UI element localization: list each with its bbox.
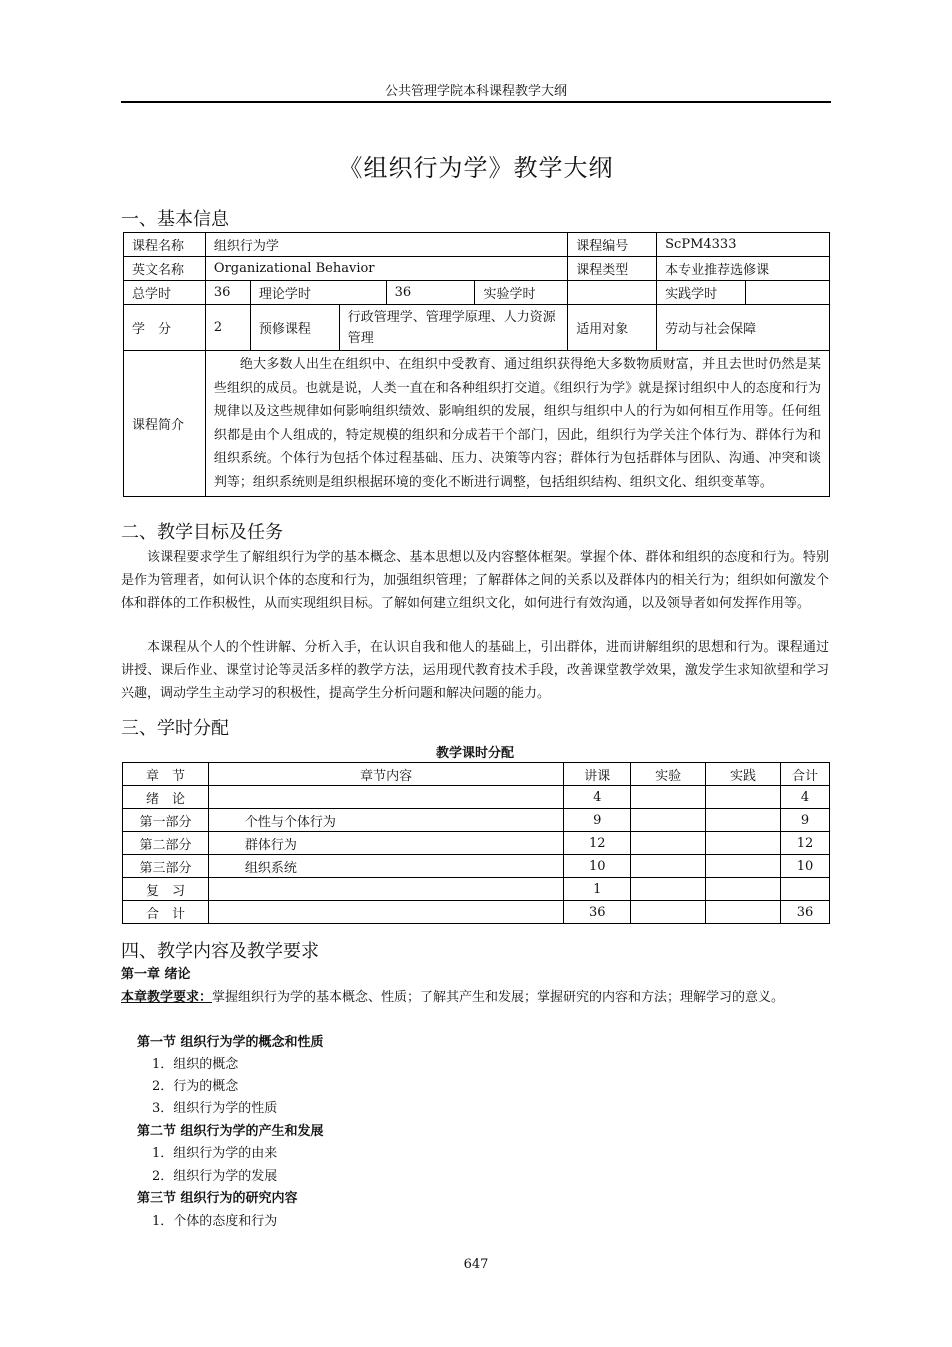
cell-practice [706,786,781,809]
cell-lab [631,878,706,901]
cell-content: 个性与个体行为 [208,809,563,832]
table-row [123,901,830,924]
cell-lecture: 10 [564,855,631,878]
list-item: 1．组织行为学的由来 [152,1146,278,1161]
cell-lab [631,855,706,878]
objectives-paragraph-1: 该课程要求学生了解组织行为学的基本概念、基本思想以及内容整体框架。掌握个体、群体和组织的态度和行为。特别是作为管理者，如何认识个体的态度和行为，加强组织管理；了解群体之间的关系以及群体内的相关行为；组织如何激发个体和群体的工作积极性，从而实现组织目标。了解如何建立组织文化，如何进行有效沟通，以及领导者如何发挥作用等。 [121,550,829,611]
cell-lab [631,809,706,832]
cell-content: 群体行为 [208,832,563,855]
info-row-course-name [124,233,830,257]
label-audience: 适用对象 [568,305,657,351]
label-english-name: 英文名称 [124,257,206,281]
info-row-english-name [124,257,830,281]
list-item: 3．组织行为学的性质 [152,1101,278,1116]
table-row [123,809,830,832]
label-course-name: 课程名称 [124,233,206,257]
cell-chapter: 第二部分 [123,832,209,855]
label-summary: 课程简介 [124,351,206,497]
label-practice-hours: 实践学时 [657,281,746,305]
cell-lab [631,901,706,924]
label-course-type: 课程类型 [568,257,657,281]
objectives-paragraph-2: 本课程从个人的个性讲解、分析入手，在认识自我和他人的基础上，引出群体，进而讲解组织的思想和行为。课程通过讲授、课后作业、课堂讨论等灵活多样的教学方法，运用现代教育技术手段，改善课堂教学效果，激发学生求知欲望和学习兴趣，调动学生主动学习的积极性，提高学生分析问题和解决问题的能力。 [121,640,829,701]
cell-lecture: 9 [564,809,631,832]
list-item: 1．个体的态度和行为 [152,1214,278,1229]
cell-practice [706,901,781,924]
cell-chapter: 第一部分 [123,809,209,832]
info-row-credits [124,305,830,351]
cell-chapter: 复 习 [123,878,209,901]
info-row-hours [124,281,830,305]
value-theory-hours: 36 [386,281,475,305]
cell-total: 12 [781,832,830,855]
chapter-1-title: 第一章 绪论 [121,967,191,982]
cell-lecture: 36 [564,901,631,924]
value-lab-hours [568,281,657,305]
section-1-title: 第一节 组织行为学的概念和性质 [137,1035,324,1050]
page-number: 647 [463,1257,489,1272]
value-course-type: 本专业推荐选修课 [657,257,830,281]
header-lecture: 讲课 [564,763,631,786]
section-heading-hours: 三、学时分配 [121,718,229,739]
header-chapter: 章 节 [123,763,209,786]
cell-lecture: 4 [564,786,631,809]
value-course-code: ScPM4333 [657,233,830,257]
basic-info-table [123,232,830,497]
cell-total: 9 [781,809,830,832]
value-credits: 2 [205,305,250,351]
table-row [123,832,830,855]
cell-content [208,901,563,924]
hours-table-header [123,763,830,786]
value-course-name: 组织行为学 [205,233,567,257]
header-rule [121,101,831,103]
list-item: 2．行为的概念 [152,1079,239,1094]
list-item: 2．组织行为学的发展 [152,1169,278,1184]
label-theory-hours: 理论学时 [250,281,386,305]
cell-total: 36 [781,901,830,924]
header-lab: 实验 [631,763,706,786]
running-header: 公共管理学院本科课程教学大纲 [384,84,567,99]
header-total: 合计 [781,763,830,786]
info-row-summary [124,351,830,497]
value-prerequisites: 行政管理学、管理学原理、人力资源管理 [339,305,568,351]
section-heading-content: 四、教学内容及教学要求 [121,941,319,962]
section-heading-objectives: 二、教学目标及任务 [121,522,283,543]
section-2-title: 第二节 组织行为学的产生和发展 [137,1124,324,1139]
label-credits: 学 分 [124,305,206,351]
requirements-label: 本章教学要求： [121,990,213,1005]
header-content: 章节内容 [208,763,563,786]
cell-lab [631,786,706,809]
value-summary: 绝大多数人出生在组织中、在组织中受教育、通过组织获得绝大多数物质财富，并且去世时仍然是某些组织的成员。也就是说，人类一直在和各种组织打交道。《组织行为学》就是探讨组织中人的态度和行为规律以及这些规律如何影响组织绩效、影响组织的发展，组织与组织中人的行为如何相互作用等。任何组织都是由个人组成的，特定规模的组织和分成若干个部门，因此，组织行为学关注个体行为、群体行为和组织系统。个体行为包括个体过程基础、压力、决策等内容；群体行为包括群体与团队、沟通、冲突和谈判等；组织系统则是组织根据环境的变化不断进行调整，包括组织结构、组织文化、组织变革等。 [205,351,829,497]
cell-practice [706,832,781,855]
cell-lab [631,832,706,855]
value-english-name: Organizational Behavior [205,257,567,281]
table-row [123,878,830,901]
cell-total: 10 [781,855,830,878]
label-total-hours: 总学时 [124,281,206,305]
cell-lecture: 1 [564,878,631,901]
cell-practice [706,855,781,878]
chapter-1-requirements [121,987,829,1009]
cell-chapter: 第三部分 [123,855,209,878]
cell-lecture: 12 [564,832,631,855]
hours-table-caption: 教学课时分配 [435,746,514,761]
value-practice-hours [746,281,830,305]
hours-table [122,762,830,924]
cell-practice [706,809,781,832]
value-total-hours: 36 [205,281,250,305]
cell-total: 4 [781,786,830,809]
value-audience: 劳动与社会保障 [657,305,830,351]
cell-content: 组织系统 [208,855,563,878]
list-item: 1．组织的概念 [152,1057,239,1072]
label-prerequisites: 预修课程 [250,305,339,351]
table-row [123,855,830,878]
cell-chapter: 合 计 [123,901,209,924]
cell-total [781,878,830,901]
table-row [123,786,830,809]
cell-content [208,786,563,809]
section-heading-basic-info: 一、基本信息 [121,209,229,230]
cell-content [208,878,563,901]
cell-practice [706,878,781,901]
header-practice: 实践 [706,763,781,786]
label-lab-hours: 实验学时 [475,281,568,305]
document-title: 《组织行为学》教学大纲 [338,154,614,182]
section-3-title: 第三节 组织行为的研究内容 [137,1191,298,1206]
cell-chapter: 绪 论 [123,786,209,809]
requirements-text: 掌握组织行为学的基本概念、性质；了解其产生和发展；掌握研究的内容和方法；理解学习的意义。 [212,990,785,1005]
label-course-code: 课程编号 [568,233,657,257]
